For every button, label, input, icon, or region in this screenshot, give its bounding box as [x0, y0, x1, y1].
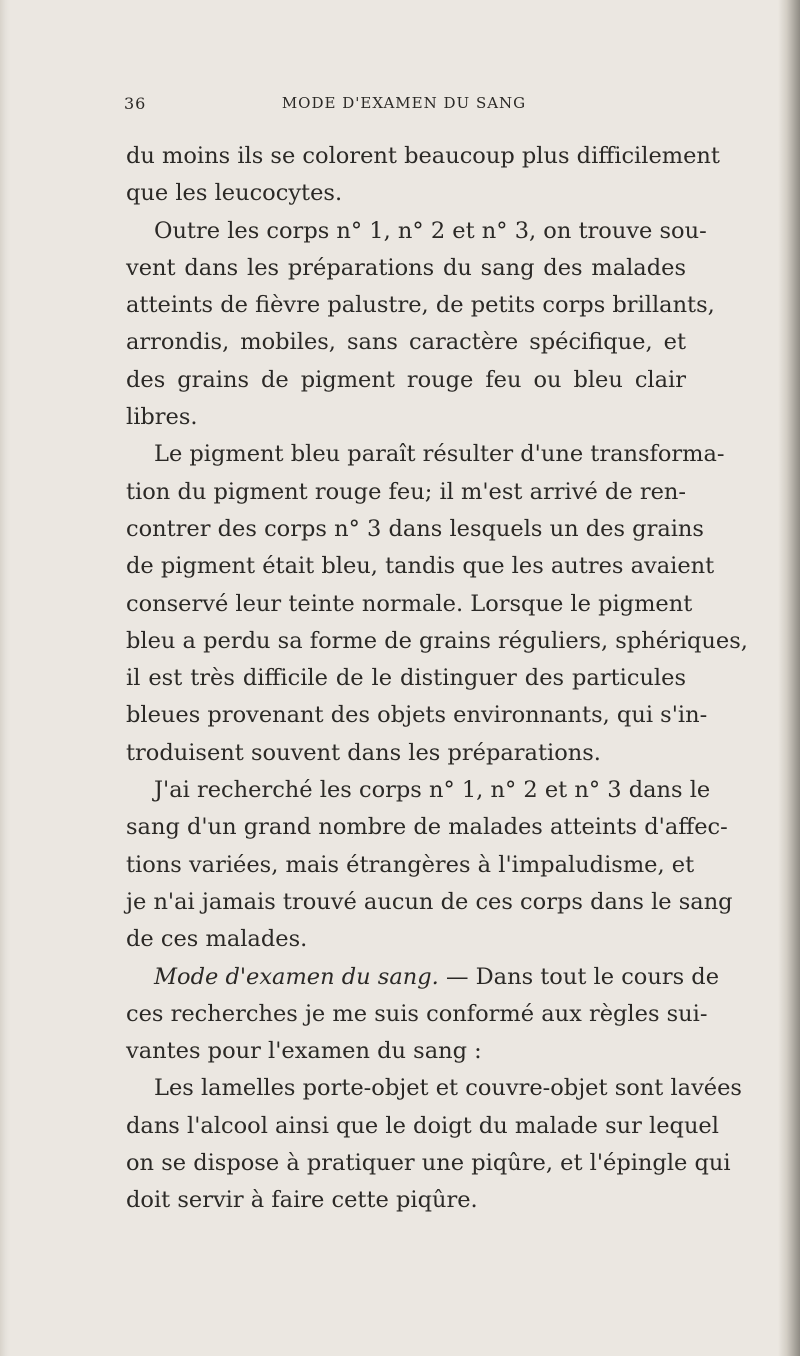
text-line-section-heading [126, 959, 720, 996]
text-line: des grains de pigment rouge feu ou bleu clair [126, 366, 686, 393]
text-line: atteints de fièvre palustre, de petits corps brillants, [126, 292, 715, 319]
text-line: doit servir à faire cette piqûre. [126, 1187, 478, 1214]
page-edge-left [0, 0, 10, 1356]
text-line: bleues provenant des objets environnants, qui s'in- [126, 702, 708, 729]
text-line: bleu a perdu sa forme de grains réguliers, sphériques, [126, 627, 748, 654]
text-line: contrer des corps n° 3 dans lesquels un des grains [126, 515, 704, 542]
text-line: conservé leur teinte normale. Lorsque le pigment [126, 590, 693, 617]
text-line: de pigment était bleu, tandis que les autres avaient [126, 553, 715, 580]
text-line: vantes pour l'examen du sang : [126, 1038, 482, 1065]
text-line: ces recherches je me suis conformé aux règles sui- [126, 1000, 708, 1027]
text-line: tions variées, mais étrangères à l'impaludisme, et [126, 851, 695, 878]
text-line: troduisent souvent dans les préparations. [126, 739, 601, 766]
body-text [126, 138, 748, 1220]
text-line: Outre les corps n° 1, n° 2 et n° 3, on trouve sou- [154, 217, 707, 244]
page-edge-right [778, 0, 800, 1356]
text-line: sang d'un grand nombre de malades atteints d'affec- [126, 814, 728, 841]
running-head [124, 94, 684, 120]
text-line: J'ai recherché les corps n° 1, n° 2 et n° 3 dans le [154, 777, 711, 804]
page-number: 36 [124, 94, 147, 113]
text-line: arrondis, mobiles, sans caractère spécifique, et [126, 329, 686, 356]
text-line: tion du pigment rouge feu; il m'est arrivé de ren- [126, 478, 686, 505]
section-heading: Mode d'examen du sang. [154, 963, 439, 990]
text-line: dans l'alcool ainsi que le doigt du malade sur lequel [126, 1112, 719, 1139]
text-line: vent dans les préparations du sang des malades [126, 254, 686, 281]
header-title: MODE D'EXAMEN DU SANG [281, 94, 527, 112]
text-line: du moins ils se colorent beaucoup plus difficilement [126, 143, 720, 169]
text-line: de ces malades. [126, 926, 308, 953]
text-line: libres. [126, 404, 198, 431]
section-heading-continuation: — Dans tout le cours de [445, 963, 720, 990]
text-line: il est très difficile de le distinguer des particules [126, 665, 686, 692]
text-line: je n'ai jamais trouvé aucun de ces corps dans le sang [126, 888, 733, 915]
text-line: on se dispose à pratiquer une piqûre, et l'épingle qui [126, 1150, 731, 1177]
text-line: que les leucocytes. [126, 180, 343, 207]
text-line: Les lamelles porte-objet et couvre-objet sont lavées [154, 1075, 742, 1102]
text-line: Le pigment bleu paraît résulter d'une transforma- [154, 441, 725, 468]
